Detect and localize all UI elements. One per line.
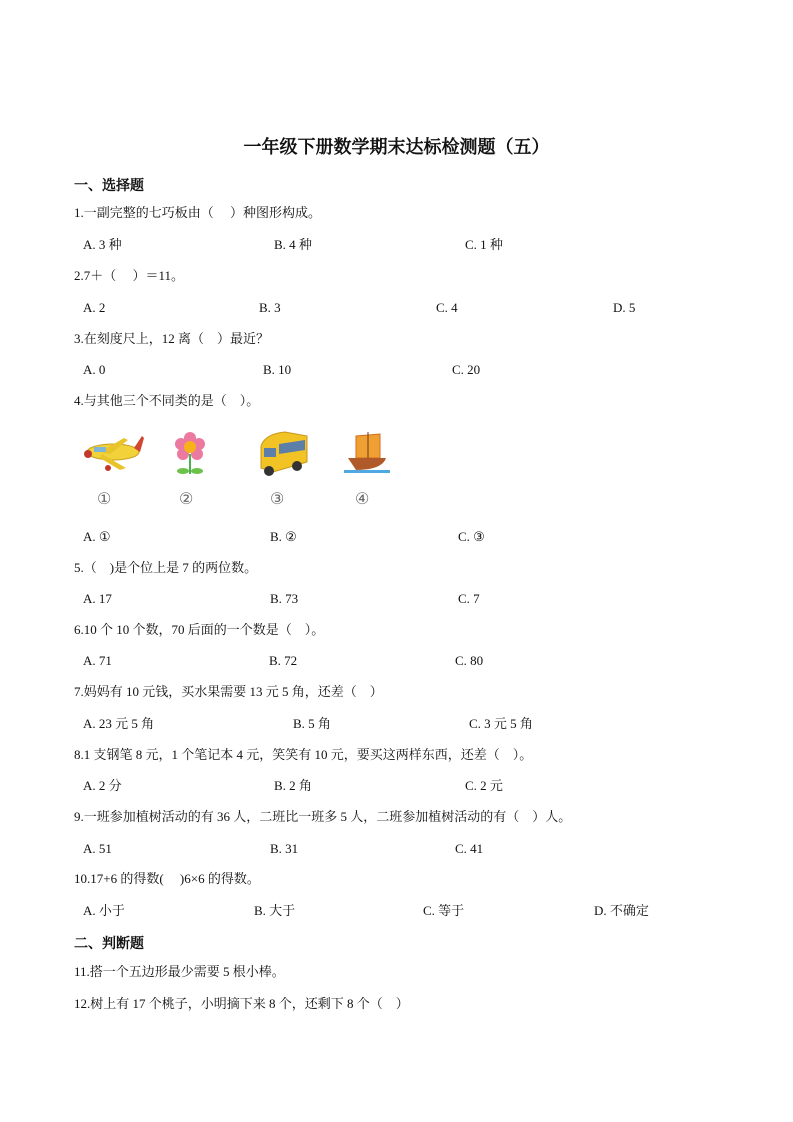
question-11: 11.搭一个五边形最少需要 5 根小棒。 [74, 964, 285, 979]
question-12: 12.树上有 17 个桃子，小明摘下来 8 个，还剩下 8 个（ ） [74, 996, 409, 1011]
option-c[interactable]: C. 80 [455, 653, 484, 668]
option-b[interactable]: B. 大于 [254, 903, 296, 918]
option-b[interactable]: B. 73 [270, 591, 299, 606]
option-a[interactable]: A. 0 [83, 362, 106, 377]
option-b[interactable]: B. 5 角 [293, 716, 331, 731]
option-b[interactable]: B. 31 [270, 841, 299, 856]
option-c[interactable]: C. 1 种 [465, 237, 503, 252]
section-heading-choice: 一、选择题 [74, 178, 144, 194]
bus-image [255, 428, 311, 480]
figure-label-3: ③ [270, 491, 285, 508]
figure-label-1: ① [97, 491, 112, 508]
question-3: 3.在刻度尺上，12 离（ ）最近？ [74, 331, 270, 346]
figure-label-4: ④ [355, 491, 370, 508]
option-a[interactable]: A. 23 元 5 角 [83, 716, 155, 731]
question-7: 7.妈妈有 10 元钱，买水果需要 13 元 5 角，还差（ ） [74, 684, 383, 699]
flower-image [170, 428, 210, 478]
question-1: 1.一副完整的七巧板由（ ）种图形构成。 [74, 205, 322, 220]
airplane-image [80, 428, 146, 478]
page-title: 一年级下册数学期末达标检测题（五） [243, 137, 550, 158]
option-c[interactable]: C. 3 元 5 角 [469, 716, 533, 731]
option-a[interactable]: A. 51 [83, 841, 112, 856]
option-d[interactable]: D. 5 [613, 300, 636, 315]
question-6: 6.10 个 10 个数，70 后面的一个数是（ ）。 [74, 622, 325, 637]
option-c[interactable]: C. 等于 [423, 903, 465, 918]
figure-label-2: ② [179, 491, 194, 508]
option-b[interactable]: B. 2 角 [274, 778, 312, 793]
question-10: 10.17+6 的得数( )6×6 的得数。 [74, 871, 260, 886]
option-c[interactable]: C. 41 [455, 841, 484, 856]
option-d[interactable]: D. 不确定 [594, 903, 649, 918]
question-9: 9.一班参加植树活动的有 36 人，二班比一班多 5 人，二班参加植树活动的有（ ）人。 [74, 809, 572, 824]
option-b[interactable]: B. 10 [263, 362, 292, 377]
option-c[interactable]: C. 20 [452, 362, 481, 377]
option-b[interactable]: B. 72 [269, 653, 298, 668]
option-a[interactable]: A. 3 种 [83, 237, 122, 252]
option-b[interactable]: B. ② [270, 529, 297, 544]
option-c[interactable]: C. ③ [458, 529, 485, 544]
option-c[interactable]: C. 2 元 [465, 778, 503, 793]
option-a[interactable]: A. 小于 [83, 903, 125, 918]
option-a[interactable]: A. 71 [83, 653, 112, 668]
question-2: 2.7＋（ ）＝11。 [74, 268, 185, 283]
question-5: 5.（ )是个位上是 7 的两位数。 [74, 560, 258, 575]
question-8: 8.1 支钢笔 8 元，1 个笔记本 4 元，笑笑有 10 元，要买这两样东西，还差（ ）。 [74, 747, 533, 762]
option-c[interactable]: C. 4 [436, 300, 458, 315]
option-a[interactable]: A. 17 [83, 591, 112, 606]
question-4: 4.与其他三个不同类的是（ ）。 [74, 393, 260, 408]
option-a[interactable]: A. 2 [83, 300, 106, 315]
option-b[interactable]: B. 3 [259, 300, 281, 315]
section-heading-judgment: 二、判断题 [74, 936, 144, 952]
option-b[interactable]: B. 4 种 [274, 237, 312, 252]
option-c[interactable]: C. 7 [458, 591, 480, 606]
boat-image [342, 428, 392, 478]
option-a[interactable]: A. 2 分 [83, 778, 122, 793]
option-a[interactable]: A. ① [83, 529, 111, 544]
